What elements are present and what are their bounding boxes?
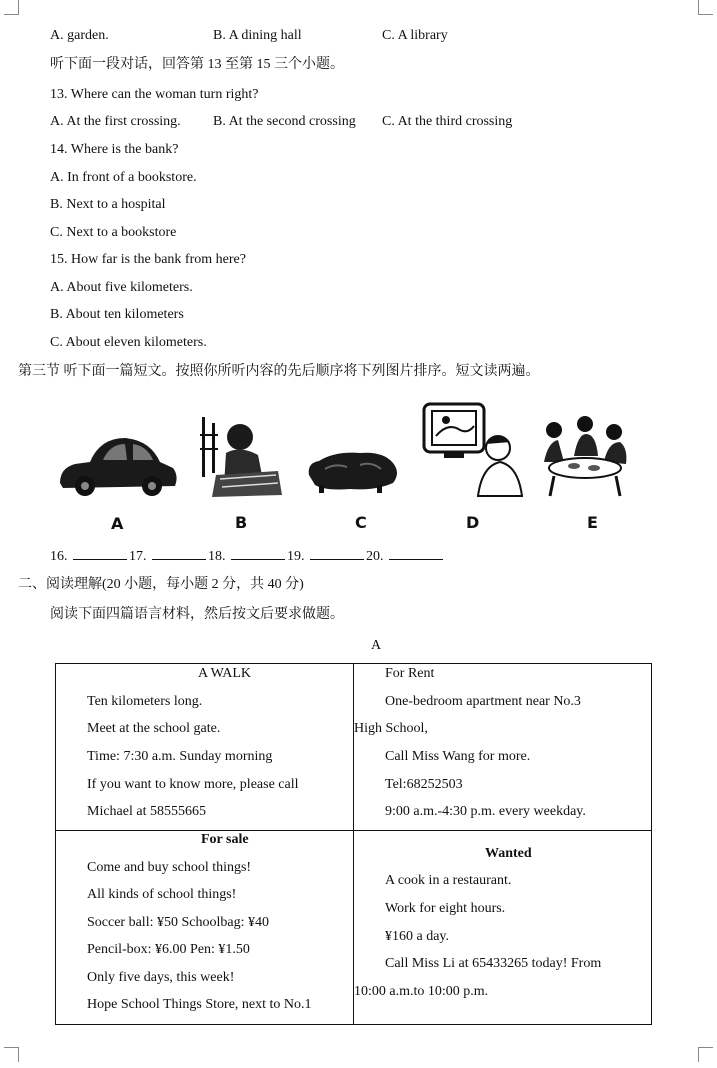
ad-wanted-line: A cook in a restaurant.: [385, 873, 512, 888]
dialog-instruction: 听下面一段对话，回答第 13 至第 15 三个小题。: [50, 57, 344, 72]
q15-option-b: B. About ten kilometers: [50, 307, 184, 322]
answer-blank-20[interactable]: [389, 547, 443, 560]
picture-label-d: D: [466, 513, 480, 532]
q14-option-b: B. Next to a hospital: [50, 197, 166, 212]
passage-label: A: [371, 638, 382, 653]
page-corner-mark: [4, 1047, 19, 1062]
answer-blanks-row: [50, 547, 445, 566]
ad-rent-line: 9:00 a.m.-4:30 p.m. every weekday.: [385, 804, 586, 819]
ad-walk-line: Ten kilometers long.: [87, 694, 203, 709]
person-watching-tv-icon: [420, 400, 525, 500]
picture-label-e: E: [587, 513, 598, 532]
q14-option-a: A. In front of a bookstore.: [50, 170, 197, 185]
ad-wanted-line: Call Miss Li at 65433265 today! From: [385, 956, 602, 971]
answer-blank-16[interactable]: [73, 547, 127, 560]
q13-question: 13. Where can the woman turn right?: [50, 87, 259, 102]
ad-sale-line: Soccer ball: ¥50 Schoolbag: ¥40: [87, 915, 269, 930]
ad-rent-line: Call Miss Wang for more.: [385, 749, 531, 764]
ad-wanted-title: Wanted: [485, 846, 532, 861]
q14-question: 14. Where is the bank?: [50, 142, 179, 157]
q12-option-c: C. A library: [382, 28, 448, 43]
answer-number: 18.: [208, 549, 226, 564]
q13-option-c: C. At the third crossing: [382, 114, 513, 129]
ad-wanted-line: Work for eight hours.: [385, 901, 506, 916]
animal-icon: [305, 445, 400, 495]
section3-instruction: 第三节 听下面一篇短文。按照你所听内容的先后顺序将下列图片排序。短文读两遍。: [18, 364, 540, 379]
ad-wanted: [354, 831, 652, 1025]
ad-rent-line: One-bedroom apartment near No.3: [385, 694, 581, 709]
part2-title: 二、阅读理解(20 小题，每小题 2 分，共 40 分): [18, 577, 304, 592]
q13-option-a: A. At the first crossing.: [50, 114, 181, 129]
ad-sale-line: Come and buy school things!: [87, 860, 252, 875]
q12-option-a: A. garden.: [50, 28, 109, 43]
ad-sale-line: Only five days, this week!: [87, 970, 235, 985]
ad-walk-title: A WALK: [198, 666, 252, 681]
ad-walk-line: Meet at the school gate.: [87, 721, 221, 736]
ad-walk-line: If you want to know more, please call: [87, 777, 299, 792]
answer-number: 20.: [366, 549, 384, 564]
answer-blank-17[interactable]: [152, 547, 206, 560]
ad-wanted-line: 10:00 a.m.to 10:00 p.m.: [354, 984, 489, 999]
page-corner-mark: [698, 0, 713, 15]
family-dinner-icon: [540, 412, 630, 497]
answer-blank-18[interactable]: [231, 547, 285, 560]
picture-label-c: C: [355, 513, 367, 532]
ad-rent: [354, 664, 652, 831]
ad-rent-line: High School,: [354, 721, 428, 736]
ad-sale-line: All kinds of school things!: [87, 887, 237, 902]
ad-rent-line: Tel:68252503: [385, 777, 463, 792]
ad-rent-title: For Rent: [385, 666, 435, 681]
q14-option-c: C. Next to a bookstore: [50, 225, 177, 240]
q12-option-b: B. A dining hall: [213, 28, 302, 43]
q15-question: 15. How far is the bank from here?: [50, 252, 246, 267]
ad-sale: [56, 831, 354, 1025]
person-at-desk-icon: [198, 415, 283, 500]
ad-walk: [56, 664, 354, 831]
ad-sale-title: For sale: [201, 832, 249, 847]
ad-walk-line: Michael at 58555665: [87, 804, 206, 819]
answer-number: 16.: [50, 549, 68, 564]
answer-number: 17.: [129, 549, 147, 564]
ad-wanted-line: ¥160 a day.: [385, 929, 450, 944]
page-corner-mark: [698, 1047, 713, 1062]
answer-blank-19[interactable]: [310, 547, 364, 560]
picture-label-b: B: [235, 513, 248, 532]
picture-label-a: A: [111, 514, 124, 533]
q15-option-c: C. About eleven kilometers.: [50, 335, 207, 350]
q15-option-a: A. About five kilometers.: [50, 280, 193, 295]
part2-instruction: 阅读下面四篇语言材料，然后按文后要求做题。: [50, 607, 344, 622]
ads-table: [55, 663, 652, 1025]
answer-number: 19.: [287, 549, 305, 564]
ad-sale-line: Pencil-box: ¥6.00 Pen: ¥1.50: [87, 942, 250, 957]
page-corner-mark: [4, 0, 19, 15]
car-icon: [55, 428, 180, 498]
ad-sale-line: Hope School Things Store, next to No.1: [87, 997, 312, 1012]
q13-option-b: B. At the second crossing: [213, 114, 356, 129]
ad-walk-line: Time: 7:30 a.m. Sunday morning: [87, 749, 273, 764]
